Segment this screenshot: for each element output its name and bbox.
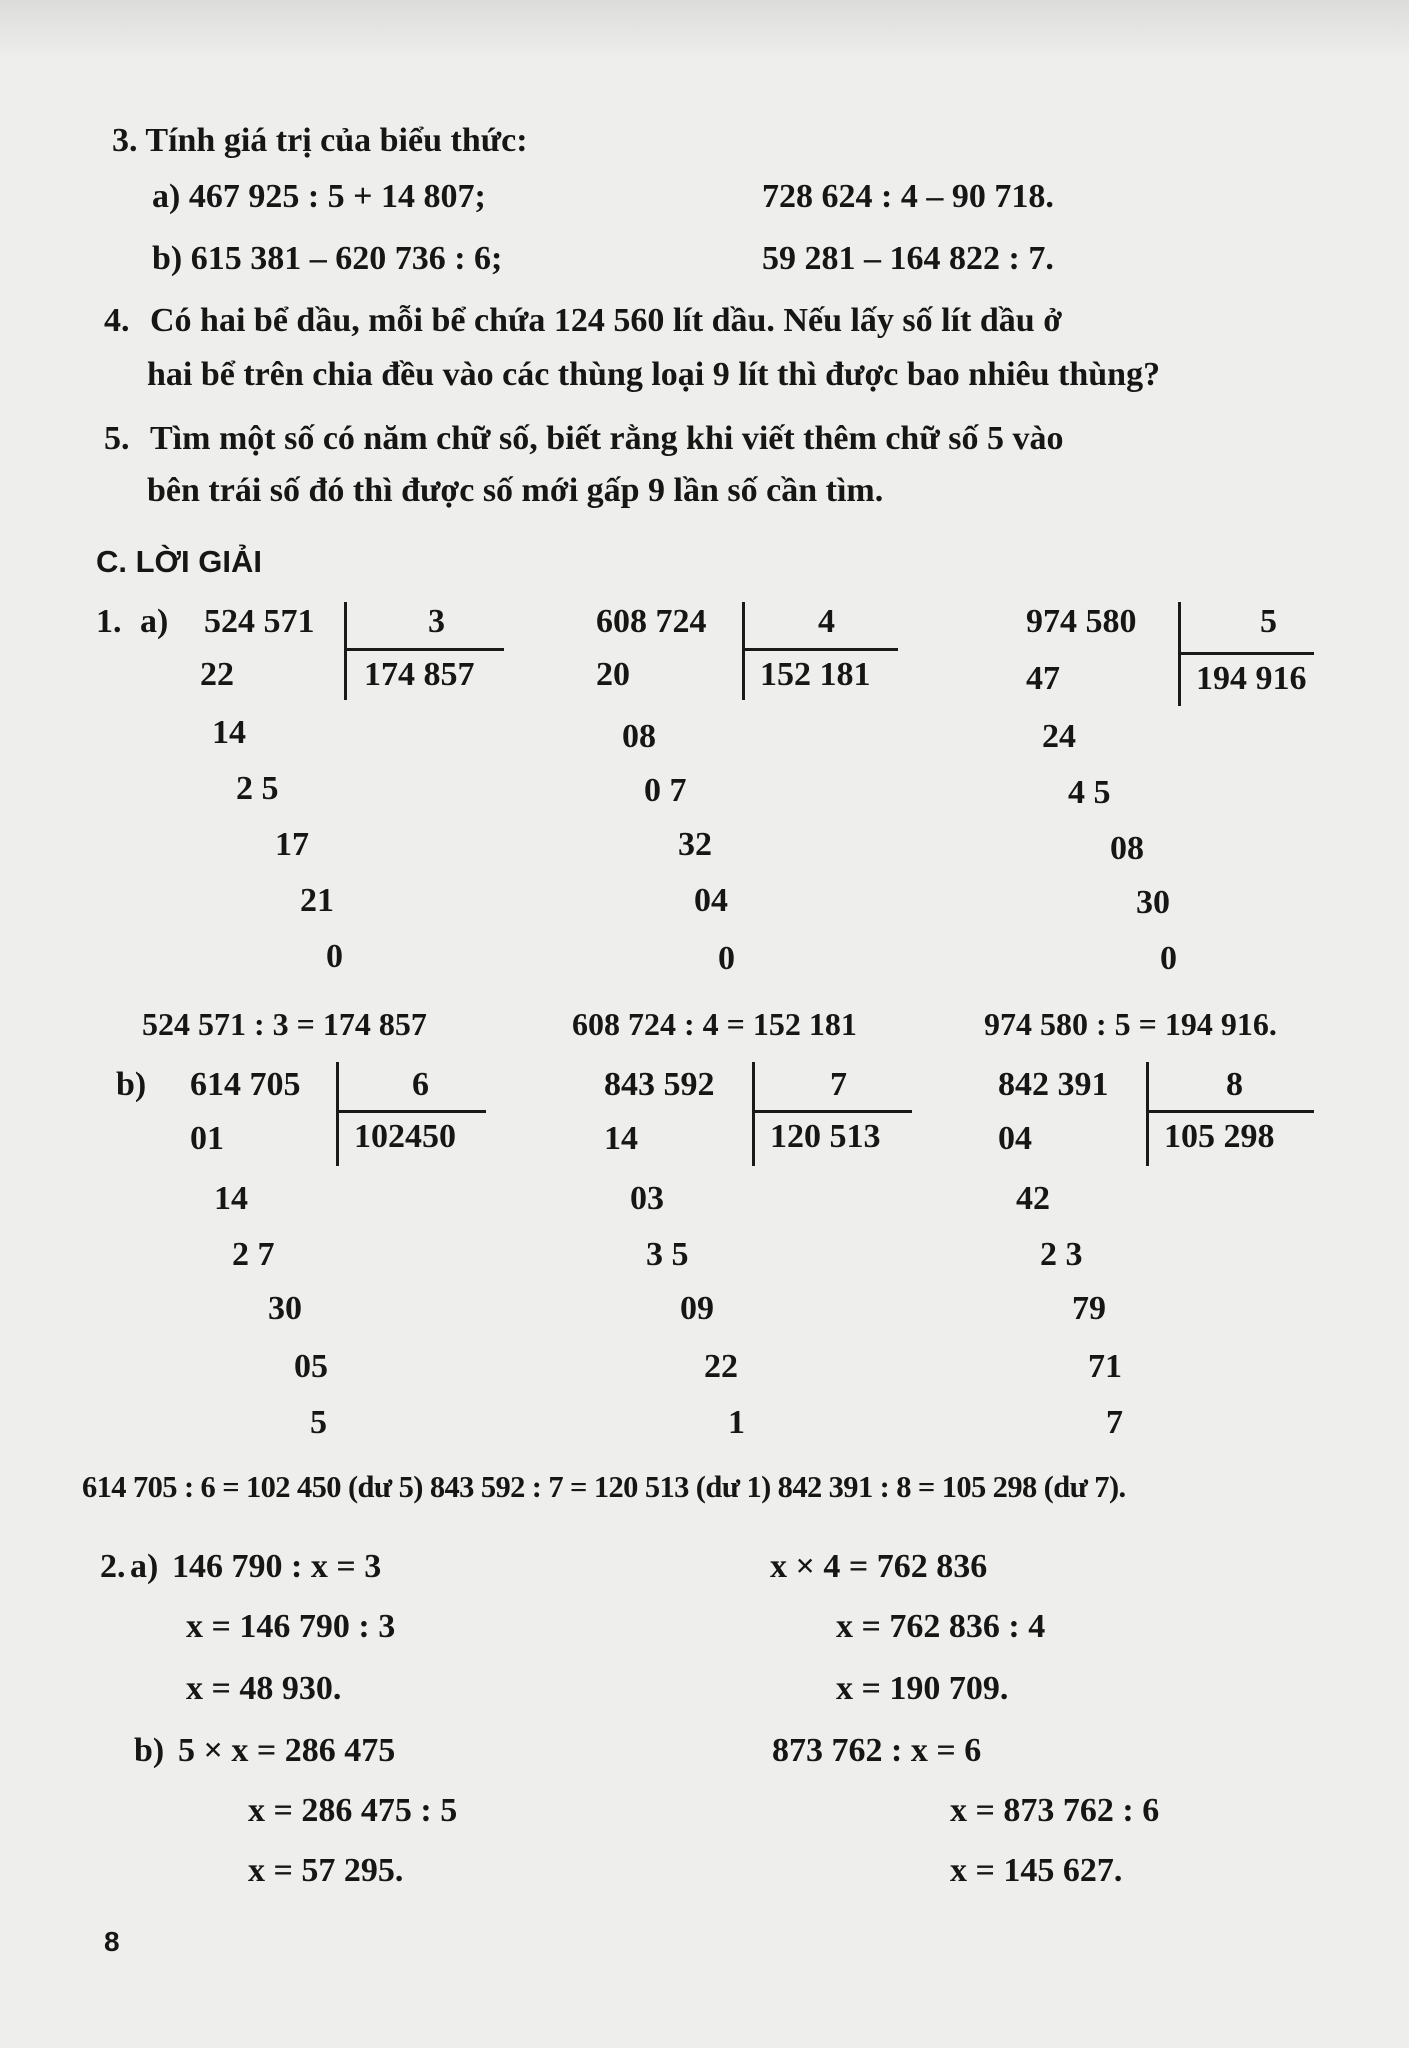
division-bar-horizontal bbox=[752, 1110, 912, 1113]
step-5: 04 bbox=[694, 882, 728, 919]
step-3: 4 5 bbox=[1068, 774, 1111, 811]
division-bar-horizontal bbox=[742, 648, 898, 651]
eq-2b-left-3: x = 57 295. bbox=[248, 1852, 404, 1889]
problem-3-text: Tính giá trị của biểu thức: bbox=[145, 122, 528, 159]
problem-5-line1: Tìm một số có năm chữ số, biết rằng khi viết thêm chữ số 5 vào bbox=[150, 420, 1064, 457]
quotient: 174 857 bbox=[364, 656, 475, 693]
page-number: 8 bbox=[104, 1926, 120, 1957]
step-1: 01 bbox=[190, 1120, 224, 1157]
step-6: 7 bbox=[1106, 1404, 1123, 1441]
problem-4-line2: hai bể trên chia đều vào các thùng loại 9 lít thì được bao nhiêu thùng? bbox=[147, 356, 1161, 393]
quotient: 194 916 bbox=[1196, 660, 1307, 697]
divisor: 8 bbox=[1226, 1066, 1243, 1103]
problem-3-heading bbox=[112, 122, 528, 160]
step-4: 30 bbox=[268, 1290, 302, 1327]
division-bar-horizontal bbox=[1178, 652, 1314, 655]
step-6: 1 bbox=[728, 1404, 745, 1441]
result-1a-3: 974 580 : 5 = 194 916. bbox=[984, 1006, 1277, 1042]
solution-2a-label: a) bbox=[130, 1548, 159, 1585]
eq-2b-right-2: x = 873 762 : 6 bbox=[950, 1792, 1160, 1829]
division-bar-vertical bbox=[336, 1062, 339, 1166]
eq-2a-right-1: x × 4 = 762 836 bbox=[770, 1548, 988, 1585]
page-edge bbox=[1409, 0, 1415, 2048]
eq-2b-right-1: 873 762 : x = 6 bbox=[772, 1732, 982, 1769]
division-bar-horizontal bbox=[1146, 1110, 1314, 1113]
problem-3a-right: 728 624 : 4 – 90 718. bbox=[762, 178, 1054, 215]
eq-2a-left-2: x = 146 790 : 3 bbox=[186, 1608, 396, 1645]
eq-2a-right-3: x = 190 709. bbox=[836, 1670, 1009, 1707]
problem-5-line2: bên trái số đó thì được số mới gấp 9 lần số cần tìm. bbox=[147, 472, 884, 509]
dividend: 524 571 bbox=[204, 603, 315, 640]
dividend: 614 705 bbox=[190, 1066, 301, 1103]
step-6: 0 bbox=[1160, 940, 1177, 977]
step-6: 0 bbox=[326, 938, 343, 975]
divisor: 3 bbox=[428, 603, 445, 640]
step-5: 71 bbox=[1088, 1348, 1122, 1385]
step-6: 5 bbox=[310, 1404, 327, 1441]
eq-2b-left-1: 5 × x = 286 475 bbox=[178, 1732, 396, 1769]
divisor: 7 bbox=[830, 1066, 847, 1103]
dividend: 843 592 bbox=[604, 1066, 715, 1103]
division-bar-vertical bbox=[742, 602, 745, 700]
step-2: 14 bbox=[212, 714, 246, 751]
step-4: 32 bbox=[678, 826, 712, 863]
division-bar-vertical bbox=[1146, 1062, 1149, 1166]
step-3: 2 3 bbox=[1040, 1236, 1083, 1273]
step-1: 47 bbox=[1026, 660, 1060, 697]
result-1a-2: 608 724 : 4 = 152 181 bbox=[572, 1006, 857, 1042]
step-1: 04 bbox=[998, 1120, 1032, 1157]
solution-1-number: 1. bbox=[96, 603, 122, 640]
quotient: 152 181 bbox=[760, 656, 871, 693]
step-2: 03 bbox=[630, 1180, 664, 1217]
step-5: 30 bbox=[1136, 884, 1170, 921]
problem-3a-left: a) 467 925 : 5 + 14 807; bbox=[152, 178, 486, 215]
result-1b: 614 705 : 6 = 102 450 (dư 5) 843 592 : 7 = 120 513 (dư 1) 842 391 : 8 = 105 298 (dư 7). bbox=[82, 1470, 1126, 1504]
step-3: 2 7 bbox=[232, 1236, 275, 1273]
eq-2b-right-3: x = 145 627. bbox=[950, 1852, 1123, 1889]
dividend: 608 724 bbox=[596, 603, 707, 640]
step-2: 14 bbox=[214, 1180, 248, 1217]
quotient: 105 298 bbox=[1164, 1118, 1275, 1155]
step-5: 22 bbox=[704, 1348, 738, 1385]
eq-2a-left-3: x = 48 930. bbox=[186, 1670, 342, 1707]
problem-5-number: 5. bbox=[104, 420, 130, 457]
problem-3b-right: 59 281 – 164 822 : 7. bbox=[762, 240, 1054, 277]
step-3: 3 5 bbox=[646, 1236, 689, 1273]
problem-3-number: 3. bbox=[112, 122, 138, 159]
division-bar-vertical bbox=[752, 1062, 755, 1166]
problem-3b-left: b) 615 381 – 620 736 : 6; bbox=[152, 240, 503, 277]
problem-4-number: 4. bbox=[104, 302, 130, 339]
division-bar-horizontal bbox=[336, 1110, 486, 1113]
divisor: 6 bbox=[412, 1066, 429, 1103]
step-6: 0 bbox=[718, 940, 735, 977]
section-c-title: C. LỜI GIẢI bbox=[96, 544, 262, 579]
step-3: 2 5 bbox=[236, 770, 279, 807]
step-2: 08 bbox=[622, 718, 656, 755]
division-bar-vertical bbox=[344, 602, 347, 700]
quotient: 102450 bbox=[354, 1118, 456, 1155]
quotient: 120 513 bbox=[770, 1118, 881, 1155]
step-1: 20 bbox=[596, 656, 630, 693]
dividend: 842 391 bbox=[998, 1066, 1109, 1103]
divisor: 5 bbox=[1260, 603, 1277, 640]
dividend: 974 580 bbox=[1026, 603, 1137, 640]
problem-4-line1: Có hai bể dầu, mỗi bể chứa 124 560 lít dầu. Nếu lấy số lít dầu ở bbox=[150, 302, 1063, 339]
solution-1a-label: a) bbox=[140, 603, 169, 640]
solution-2b-label: b) bbox=[134, 1732, 165, 1769]
division-bar-horizontal bbox=[344, 648, 504, 651]
step-1: 14 bbox=[604, 1120, 638, 1157]
step-2: 24 bbox=[1042, 718, 1076, 755]
step-2: 42 bbox=[1016, 1180, 1050, 1217]
divisor: 4 bbox=[818, 603, 835, 640]
step-4: 17 bbox=[275, 826, 309, 863]
top-shadow bbox=[0, 0, 1415, 60]
solution-2-number: 2. bbox=[100, 1548, 126, 1585]
step-4: 09 bbox=[680, 1290, 714, 1327]
step-4: 08 bbox=[1110, 830, 1144, 867]
eq-2a-left-1: 146 790 : x = 3 bbox=[172, 1548, 382, 1585]
step-5: 21 bbox=[300, 882, 334, 919]
step-4: 79 bbox=[1072, 1290, 1106, 1327]
eq-2a-right-2: x = 762 836 : 4 bbox=[836, 1608, 1046, 1645]
solution-1b-label: b) bbox=[116, 1066, 147, 1103]
step-3: 0 7 bbox=[644, 772, 687, 809]
step-5: 05 bbox=[294, 1348, 328, 1385]
step-1: 22 bbox=[200, 656, 234, 693]
result-1a-1: 524 571 : 3 = 174 857 bbox=[142, 1006, 427, 1042]
eq-2b-left-2: x = 286 475 : 5 bbox=[248, 1792, 458, 1829]
